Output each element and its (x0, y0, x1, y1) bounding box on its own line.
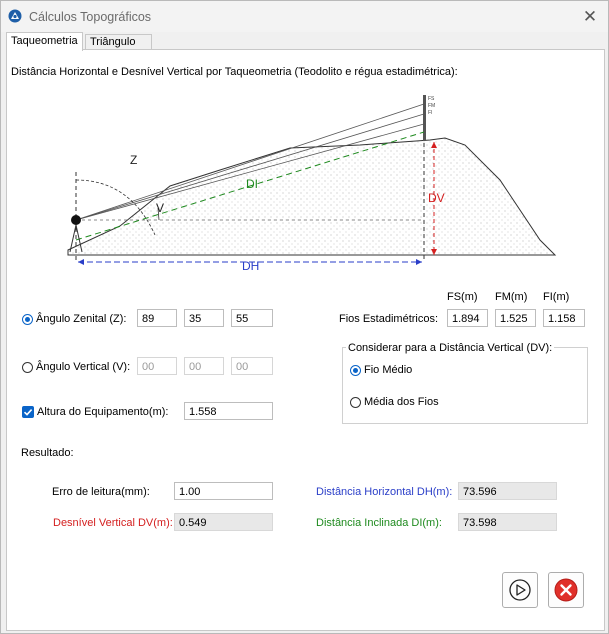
calculate-button[interactable] (502, 572, 538, 608)
vertical-minutes-input[interactable]: 00 (184, 357, 224, 375)
fio-medio-radio[interactable] (350, 365, 361, 376)
vertical-seconds-input[interactable]: 00 (231, 357, 273, 375)
check-icon (22, 406, 34, 418)
vertical-label: Ângulo Vertical (V): (36, 361, 131, 373)
zenital-radio[interactable] (22, 314, 33, 325)
diagram-label-di: DI (246, 177, 258, 191)
window-title: Cálculos Topográficos (29, 10, 152, 24)
dh-result-value: 73.596 (458, 482, 557, 500)
equipment-checkbox[interactable] (22, 406, 34, 418)
zenital-label: Ângulo Zenital (Z): (36, 313, 127, 325)
tab-panel (6, 49, 605, 631)
dv-result-label: Desnível Vertical DV(m): (53, 517, 173, 529)
vertical-radio[interactable] (22, 362, 33, 373)
fm-header: FM(m) (495, 291, 528, 303)
stadia-label: Fios Estadimétricos: (339, 313, 439, 325)
tab-taqueometria[interactable]: Taqueometria (6, 32, 83, 51)
diagram-label-fm: FM (428, 103, 436, 109)
taqueometria-diagram (60, 90, 558, 285)
zenital-seconds-input[interactable]: 55 (231, 309, 273, 327)
app-icon (8, 9, 22, 23)
fm-input[interactable]: 1.525 (495, 309, 536, 327)
dv-option-group (342, 347, 588, 424)
dv-result-value: 0.549 (174, 513, 273, 531)
equipment-label: Altura do Equipamento(m): (37, 406, 169, 418)
diagram-label-fs: FS (428, 96, 435, 102)
media-fios-label: Média dos Fios (364, 396, 439, 408)
media-fios-radio[interactable] (350, 397, 361, 408)
reading-error-input[interactable]: 1.00 (174, 482, 273, 500)
fs-header: FS(m) (447, 291, 478, 303)
fio-medio-label: Fio Médio (364, 364, 413, 376)
play-icon (503, 573, 537, 607)
diagram-label-dh: DH (242, 259, 260, 273)
diagram-label-z: Z (130, 153, 138, 167)
reading-error-label: Erro de leitura(mm): (52, 486, 150, 498)
di-result-label: Distância Inclinada DI(m): (316, 517, 442, 529)
vertical-degrees-input[interactable]: 00 (137, 357, 177, 375)
window-close-button[interactable]: ✕ (582, 7, 598, 26)
fi-input[interactable]: 1.158 (543, 309, 585, 327)
zenital-degrees-input[interactable]: 89 (137, 309, 177, 327)
result-title: Resultado: (21, 447, 74, 459)
diagram-label-v: V (156, 201, 165, 215)
diagram-label-fi: FI (428, 110, 433, 116)
di-result-value: 73.598 (458, 513, 557, 531)
tab-triangulo-topografico[interactable]: Triângulo (85, 34, 152, 50)
fs-input[interactable]: 1.894 (447, 309, 488, 327)
diagram-label-dv: DV (428, 191, 445, 205)
dh-result-label: Distância Horizontal DH(m): (316, 486, 453, 498)
title-bar (1, 1, 608, 32)
close-icon (549, 573, 583, 607)
dv-option-group-title: Considerar para a Distância Vertical (DV): (348, 342, 553, 354)
equipment-height-input[interactable]: 1.558 (184, 402, 273, 420)
description-text: Distância Horizontal e Desnível Vertical por Taqueometria (Teodolito e régua estadimétrica): (11, 66, 458, 78)
zenital-minutes-input[interactable]: 35 (184, 309, 224, 327)
fi-header: FI(m) (543, 291, 570, 303)
close-button[interactable] (548, 572, 584, 608)
